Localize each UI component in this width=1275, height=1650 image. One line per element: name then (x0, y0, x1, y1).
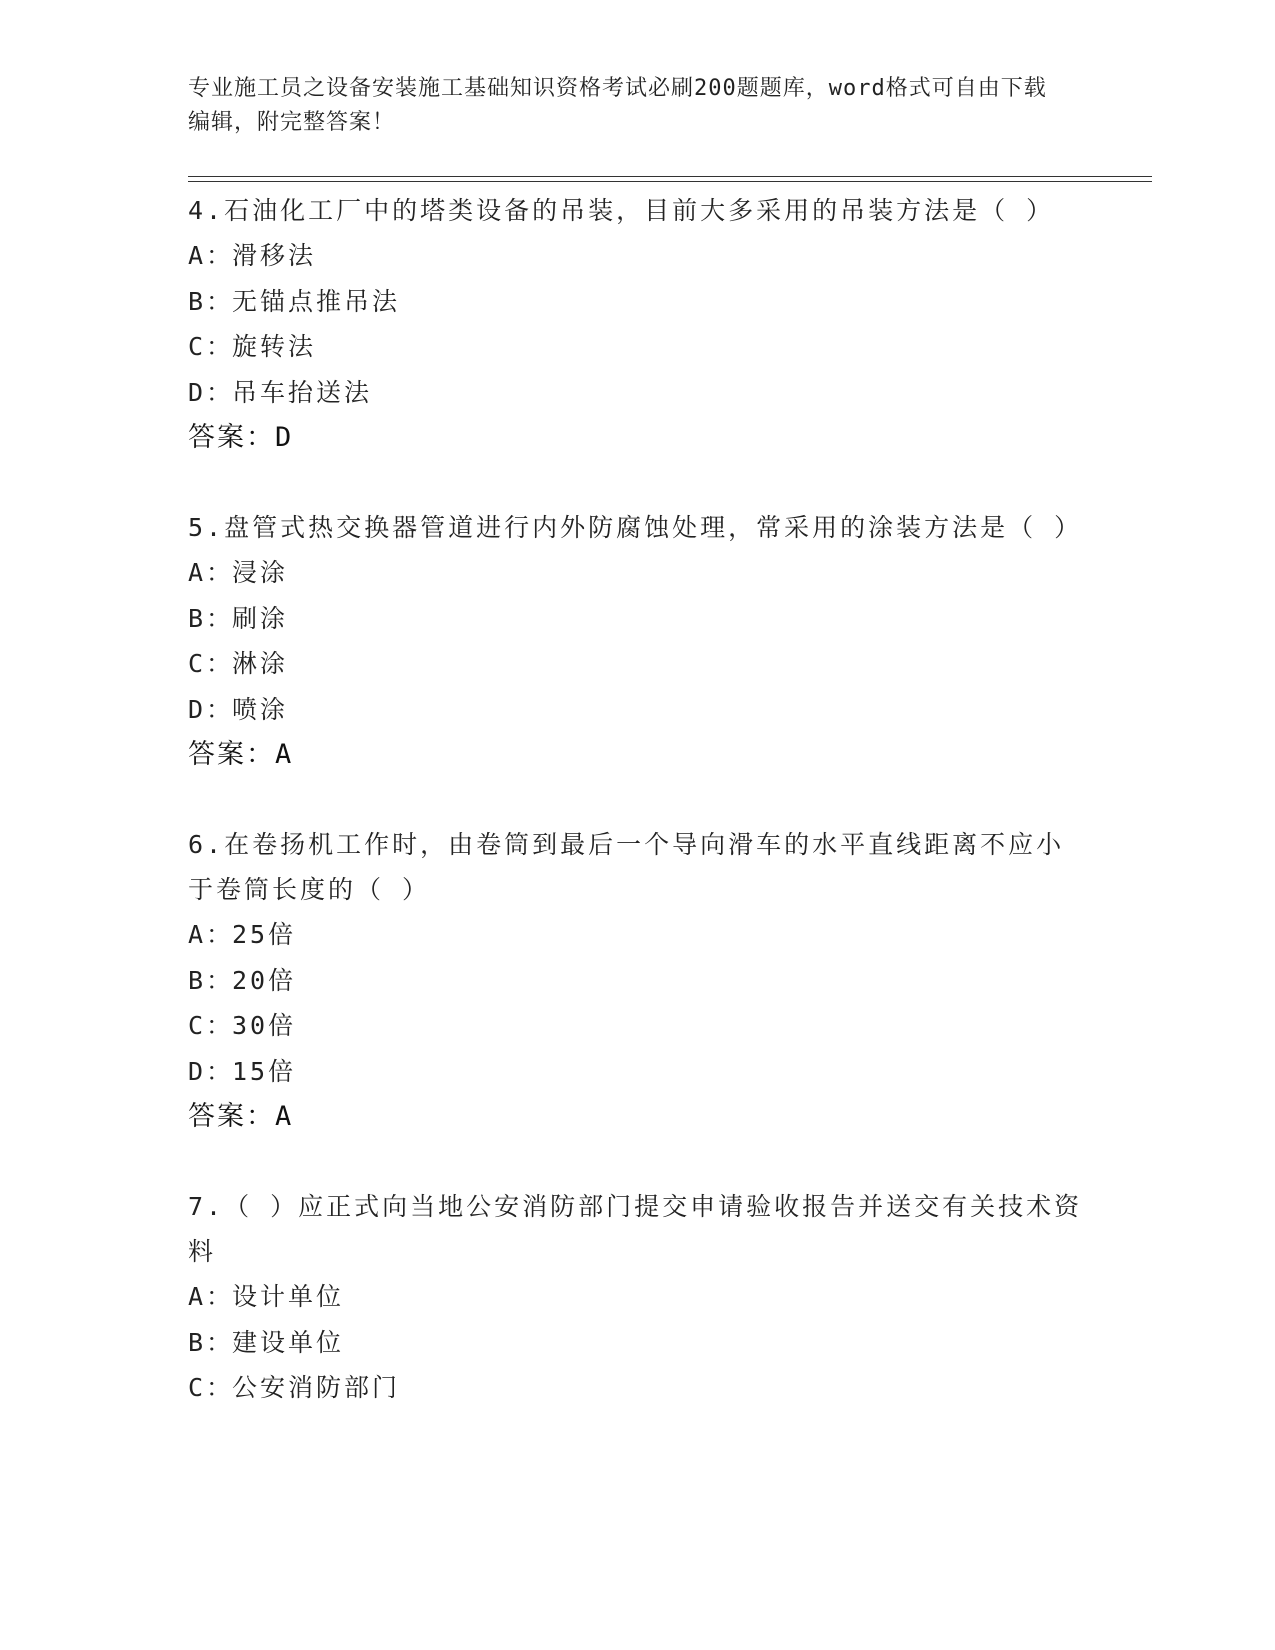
option-text: 设计单位 (232, 1282, 345, 1311)
option-b (188, 596, 1088, 642)
option-text: 无锚点推吊法 (232, 286, 401, 316)
header-divider-bottom (188, 181, 1152, 182)
option-key: A： (188, 558, 235, 587)
option-a (188, 233, 1088, 279)
option-a (188, 912, 1088, 958)
option-key: B： (188, 1327, 235, 1357)
option-a (188, 550, 1088, 596)
option-text: 20倍 (232, 965, 297, 995)
option-text: 浸涂 (232, 558, 289, 587)
option-b (188, 958, 1088, 1004)
option-text: 滑移法 (232, 241, 317, 270)
option-text: 建设单位 (232, 1327, 345, 1357)
option-b (188, 1320, 1088, 1366)
question-6 (188, 822, 1088, 1139)
option-key: B： (188, 965, 235, 995)
option-key: A： (188, 920, 235, 949)
option-key: D： (188, 694, 235, 724)
option-text: 15倍 (232, 1056, 297, 1086)
option-text: 淋涂 (232, 649, 289, 678)
header-divider-top (188, 176, 1152, 177)
question-stem: 7.（ ）应正式向当地公安消防部门提交申请验收报告并送交有关技术资料 (188, 1192, 1083, 1266)
answer-line: 答案：A (188, 1101, 294, 1132)
option-text: 旋转法 (232, 332, 317, 361)
question-4 (188, 188, 1088, 460)
option-text: 吊车抬送法 (232, 377, 373, 407)
question-5 (188, 505, 1088, 777)
option-key: C： (188, 1011, 235, 1040)
option-a (188, 1274, 1088, 1320)
question-list (188, 188, 1088, 1411)
option-key: B： (188, 603, 235, 633)
option-key: A： (188, 241, 235, 270)
option-text: 25倍 (232, 920, 297, 949)
question-stem: 4.石油化工厂中的塔类设备的吊装，目前大多采用的吊装方法是（ ） (188, 196, 1055, 225)
option-key: C： (188, 1373, 235, 1402)
option-text: 公安消防部门 (232, 1373, 401, 1402)
option-c (188, 1365, 1088, 1411)
option-d (188, 1049, 1088, 1095)
option-c (188, 324, 1088, 370)
option-text: 30倍 (232, 1011, 297, 1040)
document-header: 专业施工员之设备安装施工基础知识资格考试必刷200题题库，word格式可自由下载编辑，附完整答案！ (188, 76, 1047, 135)
option-b (188, 279, 1088, 325)
option-d (188, 687, 1088, 733)
option-key: D： (188, 377, 235, 407)
option-text: 刷涂 (232, 603, 289, 633)
option-c (188, 1003, 1088, 1049)
option-key: B： (188, 286, 235, 316)
option-key: C： (188, 649, 235, 678)
option-key: C： (188, 332, 235, 361)
answer-line: 答案：A (188, 739, 294, 770)
option-key: A： (188, 1282, 235, 1311)
option-key: D： (188, 1056, 235, 1086)
option-d (188, 370, 1088, 416)
option-text: 喷涂 (232, 694, 289, 724)
question-stem: 5.盘管式热交换器管道进行内外防腐蚀处理，常采用的涂装方法是（ ） (188, 513, 1083, 542)
question-7 (188, 1184, 1088, 1411)
option-c (188, 641, 1088, 687)
answer-line: 答案：D (188, 422, 294, 453)
question-stem: 6.在卷扬机工作时，由卷筒到最后一个导向滑车的水平直线距离不应小于卷筒长度的（ ） (188, 830, 1065, 904)
